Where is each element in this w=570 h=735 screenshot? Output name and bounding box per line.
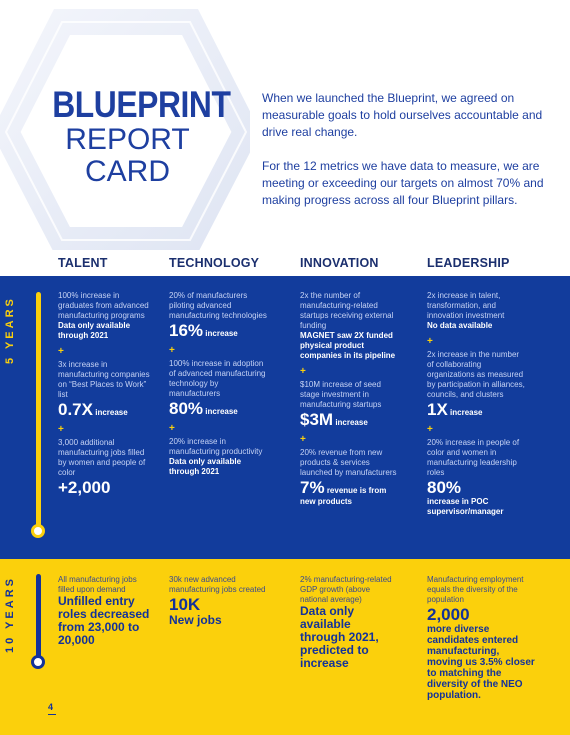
report-title <box>40 84 231 188</box>
ten-year-timeline-bar <box>36 574 41 658</box>
plus-divider: + <box>169 345 175 356</box>
leadership-ten-year-goal: Manufacturing employment equals the diversity of the population <box>427 575 524 604</box>
ten-year-timeline-dot <box>31 655 45 669</box>
innovation-ten-year-goal: 2% manufacturing-related GDP growth (above national average) <box>300 575 392 604</box>
talent-metric-2-note: increase <box>95 408 128 417</box>
talent-metric-1: 100% increase in graduates from advanced manufacturing programs <box>58 291 149 320</box>
technology-metric-1-note: increase <box>205 329 238 338</box>
innovation-metric-3: 20% revenue from new products & services launched by manufacturers <box>300 448 397 477</box>
technology-ten-year-note: New jobs <box>169 613 222 627</box>
innovation-metric-1: 2x the number of manufacturing-related startups receiving external funding <box>300 291 394 330</box>
talent-metric-2: 3x increase in manufacturing companies on “Best Places to Work” list <box>58 360 150 399</box>
innovation-ten-year <box>300 575 398 670</box>
leadership-metric-1-note: No data available <box>427 321 493 330</box>
technology-ten-year-goal: 30k new advanced manufacturing jobs created <box>169 575 266 594</box>
leadership-ten-year-result: more diverse candidates entered manufacturing, moving us 3.5% closer to matching the diversity of the NEO population. <box>427 624 535 701</box>
intro-paragraph-2: For the 12 metrics we have data to measure, we are meeting or exceeding our targets on almost 70% and making progress across all four Blueprint pillars. <box>262 159 544 207</box>
title-line-card: CARD <box>84 155 170 188</box>
page-number: 4 <box>48 702 54 712</box>
leadership-ten-year-value: 2,000 <box>427 605 470 624</box>
talent-ten-year-result: Unfilled entry roles decreased from 23,000 to 20,000 <box>58 594 150 647</box>
plus-divider: + <box>169 423 175 434</box>
innovation-metric-1-note: MAGNET saw 2X funded physical product companies in its pipeline <box>300 331 396 360</box>
technology-ten-year <box>169 575 269 627</box>
technology-metric-1-value: 16% <box>169 321 204 340</box>
innovation-metric-2: $10M increase of seed stage investment in manufacturing startups <box>300 380 382 409</box>
plus-divider: + <box>300 366 306 377</box>
technology-metric-1: 20% of manufacturers piloting advanced manufacturing technologies <box>169 291 267 320</box>
innovation-metric-2-value: $3M <box>300 410 334 429</box>
innovation-metric-3-value: 7% <box>300 478 325 497</box>
leadership-metric-1: 2x increase in talent, transformation, and innovation investment <box>427 291 505 320</box>
innovation-five-year <box>300 291 402 507</box>
column-heading-talent: TALENT <box>58 256 108 270</box>
talent-ten-year-goal: All manufacturing jobs filled upon demand <box>58 575 137 594</box>
leadership-metric-2: 2x increase in the number of collaborating organizations as measured by participation in alliances, councils, and clusters <box>427 350 525 399</box>
title-line-blueprint: BLUEPRINT <box>52 84 231 125</box>
column-heading-technology: TECHNOLOGY <box>169 256 260 270</box>
plus-divider: + <box>427 424 433 435</box>
technology-ten-year-value: 10K <box>169 595 201 614</box>
plus-divider: + <box>300 434 306 445</box>
intro-text <box>262 90 552 209</box>
talent-metric-2-value: 0.7X <box>58 400 93 419</box>
five-years-label: 5 YEARS <box>4 296 16 364</box>
column-heading-innovation: INNOVATION <box>300 256 379 270</box>
plus-divider: + <box>58 424 64 435</box>
plus-divider: + <box>427 336 433 347</box>
leadership-five-year <box>427 291 527 517</box>
technology-metric-3-note: Data only available through 2021 <box>169 457 242 476</box>
ten-years-label: 10 YEARS <box>4 576 16 654</box>
technology-metric-2-note: increase <box>205 407 238 416</box>
five-year-timeline-bar <box>36 292 41 528</box>
technology-metric-3: 20% increase in manufacturing productivity <box>169 437 263 456</box>
plus-divider: + <box>58 346 64 357</box>
page-number-underline <box>48 714 56 715</box>
innovation-ten-year-result: Data only available through 2021, predicted to increase <box>300 604 379 670</box>
talent-metric-3-value: +2,000 <box>58 478 111 497</box>
talent-five-year <box>58 291 153 497</box>
leadership-metric-3-note: increase in POC supervisor/manager <box>427 497 504 516</box>
talent-metric-1-note: Data only available through 2021 <box>58 321 131 340</box>
technology-metric-2-value: 80% <box>169 399 204 418</box>
technology-metric-2: 100% increase in adoption of advanced manufacturing technology by manufacturers <box>169 359 266 398</box>
five-year-timeline-dot <box>31 524 45 538</box>
title-line-report: REPORT <box>65 123 190 156</box>
leadership-metric-3-value: 80% <box>427 478 462 497</box>
column-heading-leadership: LEADERSHIP <box>427 256 510 270</box>
leadership-metric-2-value: 1X <box>427 400 448 419</box>
talent-ten-year <box>58 575 150 647</box>
innovation-metric-2-note: increase <box>335 418 368 427</box>
leadership-metric-2-note: increase <box>450 408 483 417</box>
talent-metric-3: 3,000 additional manufacturing jobs filled by women and people of color <box>58 438 146 477</box>
leadership-ten-year <box>427 575 537 701</box>
innovation-metric-3-note: revenue is from new products <box>300 486 387 506</box>
technology-five-year <box>169 291 269 477</box>
leadership-metric-3: 20% increase in people of color and women in manufacturing leadership roles <box>427 438 520 477</box>
intro-paragraph-1: When we launched the Blueprint, we agreed on measurable goals to hold ourselves accountable and drive real change. <box>262 91 543 139</box>
